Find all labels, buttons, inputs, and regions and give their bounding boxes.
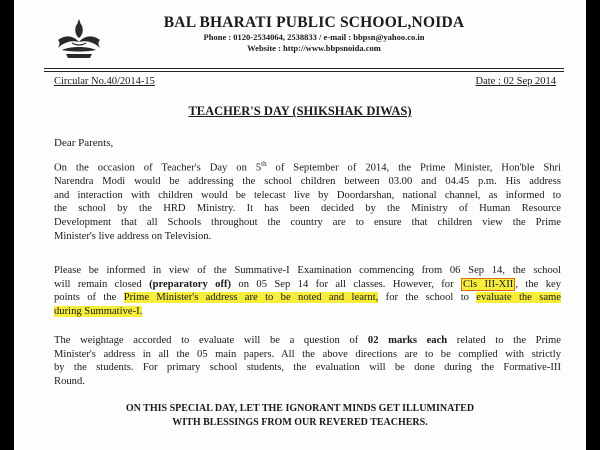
text-run: points of the: [54, 292, 124, 304]
page-title: TEACHER'S DAY (SHIKSHAK DIWAS): [188, 104, 412, 118]
paragraph-line: Minister's live address on Television.: [54, 230, 212, 242]
closing-message: [14, 402, 586, 430]
website-line: Website : http://www.bbpsnoida.com: [247, 43, 381, 53]
closing-line: WITH BLESSINGS FROM OUR REVERED TEACHERS.: [172, 417, 428, 428]
paragraph-line: Development that all Schools throughout the country are to ensure that children view the Prime: [54, 216, 561, 228]
closing-line: ON THIS SPECIAL DAY, LET THE IGNORANT MINDS GET ILLUMINATED: [125, 403, 475, 414]
paragraph-instructions: [54, 264, 561, 318]
paragraph-line: by the students. For primary school students, the evaluation will be done during the Formative-III: [54, 362, 561, 374]
text-run: on 05 Sep 14 for all classes. However, for: [231, 278, 461, 290]
paragraph-line: [54, 305, 561, 319]
paragraph-line: and interaction with children would be telecast live by Doordarshan, national channel, as informed to: [54, 189, 561, 201]
text-run: , the key: [515, 278, 562, 290]
highlighted-address-note: Prime Minister's address are to be noted and learnt,: [123, 292, 379, 304]
circular-date: Date : 02 Sep 2014: [475, 76, 556, 87]
header-divider-top: [44, 68, 564, 69]
letterhead: [114, 14, 514, 54]
salutation: Dear Parents,: [54, 137, 114, 149]
paragraph-announcement: [54, 158, 561, 243]
highlighted-evaluate: evaluate the same: [476, 292, 561, 304]
text-run: for the school to: [378, 292, 477, 304]
paragraph-line: Narendra Modi would be addressing the school children between 03.00 and 04.45 p.m. His address: [54, 176, 561, 188]
text-run: of September of 2014, the Prime Minister, Hon'ble Shri: [266, 162, 562, 174]
text-run: will remain closed: [54, 278, 150, 290]
paragraph-line: Please be informed in view of the Summative-I Examination commencing from 06 Sep 14, the school: [54, 265, 561, 276]
paragraph-line: Minister's address in all the 05 main papers. All the above directions are to be complied with strictly: [54, 348, 561, 360]
ordinal-suffix: th: [261, 160, 267, 168]
preparatory-off-text: (preparatory off): [149, 278, 232, 290]
school-name: BAL BHARATI PUBLIC SCHOOL,NOIDA: [163, 14, 465, 31]
marks-text: 02 marks each: [367, 335, 448, 346]
contact-line: Phone : 0120-2534064, 2538833 / e-mail : bbpsn@yahoo.co.in: [203, 32, 425, 42]
circular-number: Circular No.40/2014-15: [54, 76, 155, 87]
text-run: related to the Prime: [447, 335, 561, 346]
paragraph-line: [54, 291, 561, 305]
school-crest-icon: [52, 16, 106, 62]
highlighted-summative: during Summative-I.: [54, 305, 143, 317]
paragraph-weightage: [54, 334, 561, 388]
paragraph-line: [54, 278, 561, 292]
paragraph-line: [54, 158, 561, 175]
circular-page: [14, 0, 586, 450]
highlighted-classes: Cls III-XII: [463, 278, 514, 290]
text-run: On the occasion of Teacher's Day on 5: [54, 162, 262, 174]
header-divider-bottom: [44, 71, 564, 72]
paragraph-line: [54, 334, 561, 348]
paragraph-line: the school by the HRD Ministry. It has been decided by the Ministry of Human Resource: [54, 203, 561, 215]
text-run: The weightage accorded to evaluate will be a question of: [54, 335, 368, 346]
paragraph-line: Round.: [54, 375, 85, 387]
